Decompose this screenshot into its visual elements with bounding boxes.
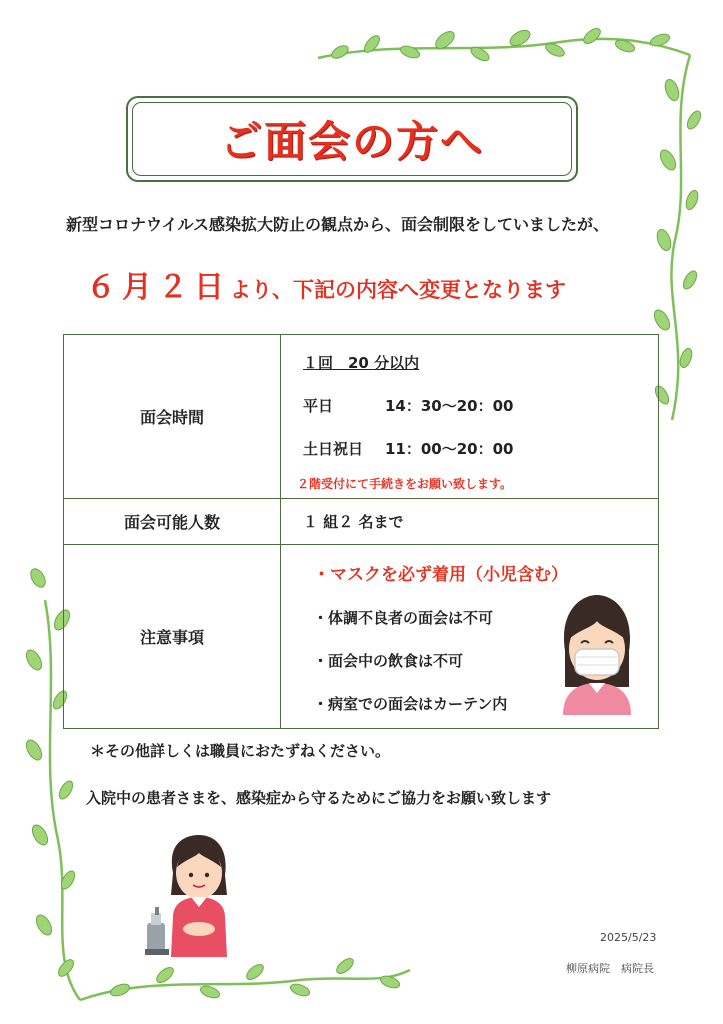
visit-duration: １回 20 分以内 <box>303 353 420 372</box>
masked-woman-illustration <box>551 591 643 715</box>
change-text: より、下記の内容へ変更となります <box>230 278 566 302</box>
visitor-count-value: １ 組２ 名まで <box>281 499 659 545</box>
weekend-hours-row <box>303 438 658 459</box>
weekday-label: 平日 <box>303 396 334 415</box>
list-item: ・マスクを必ず着用（小児含む） <box>313 564 568 585</box>
notes-value <box>281 545 659 729</box>
title-frame <box>126 96 578 182</box>
visit-time-value <box>281 335 659 499</box>
reception-note: ２階受付にて手続きをお願い致します。 <box>297 476 513 491</box>
visitor-count-label: 面会可能人数 <box>64 499 281 545</box>
intro-text: 新型コロナウイルス感染拡大防止の観点から、面会制限をしていましたが、 <box>66 215 610 234</box>
visit-time-label: 面会時間 <box>64 335 281 499</box>
footer-line-1: ＊その他詳しくは職員におたずねください。 <box>90 742 391 760</box>
signature: 柳原病院 病院長 <box>566 962 654 975</box>
visit-info-table <box>63 334 659 729</box>
list-item: ・病室での面会はカーテン内 <box>313 694 508 713</box>
weekend-hours: 11：00～20：00 <box>385 439 514 458</box>
notes-label: 注意事項 <box>64 545 281 729</box>
list-item: ・面会中の飲食は不可 <box>313 651 464 670</box>
weekday-hours: 14：30～20：00 <box>385 396 514 415</box>
change-announcement <box>86 262 566 306</box>
footer-line-2: 入院中の患者さまを、感染症から守るためにご協力をお願い致します <box>86 789 552 807</box>
weekday-hours-row <box>303 395 658 416</box>
list-item: ・体調不良者の面会は不可 <box>313 608 494 627</box>
table-row <box>64 499 659 545</box>
table-row <box>64 545 659 729</box>
change-date: ６月２日 <box>86 270 230 305</box>
weekend-label: 土日祝日 <box>303 439 364 458</box>
table-row <box>64 335 659 499</box>
hand-sanitizer-woman-illustration <box>145 833 235 957</box>
date-stamp: 2025/5/23 <box>600 931 657 944</box>
page-title: ご面会の方へ <box>219 117 484 166</box>
